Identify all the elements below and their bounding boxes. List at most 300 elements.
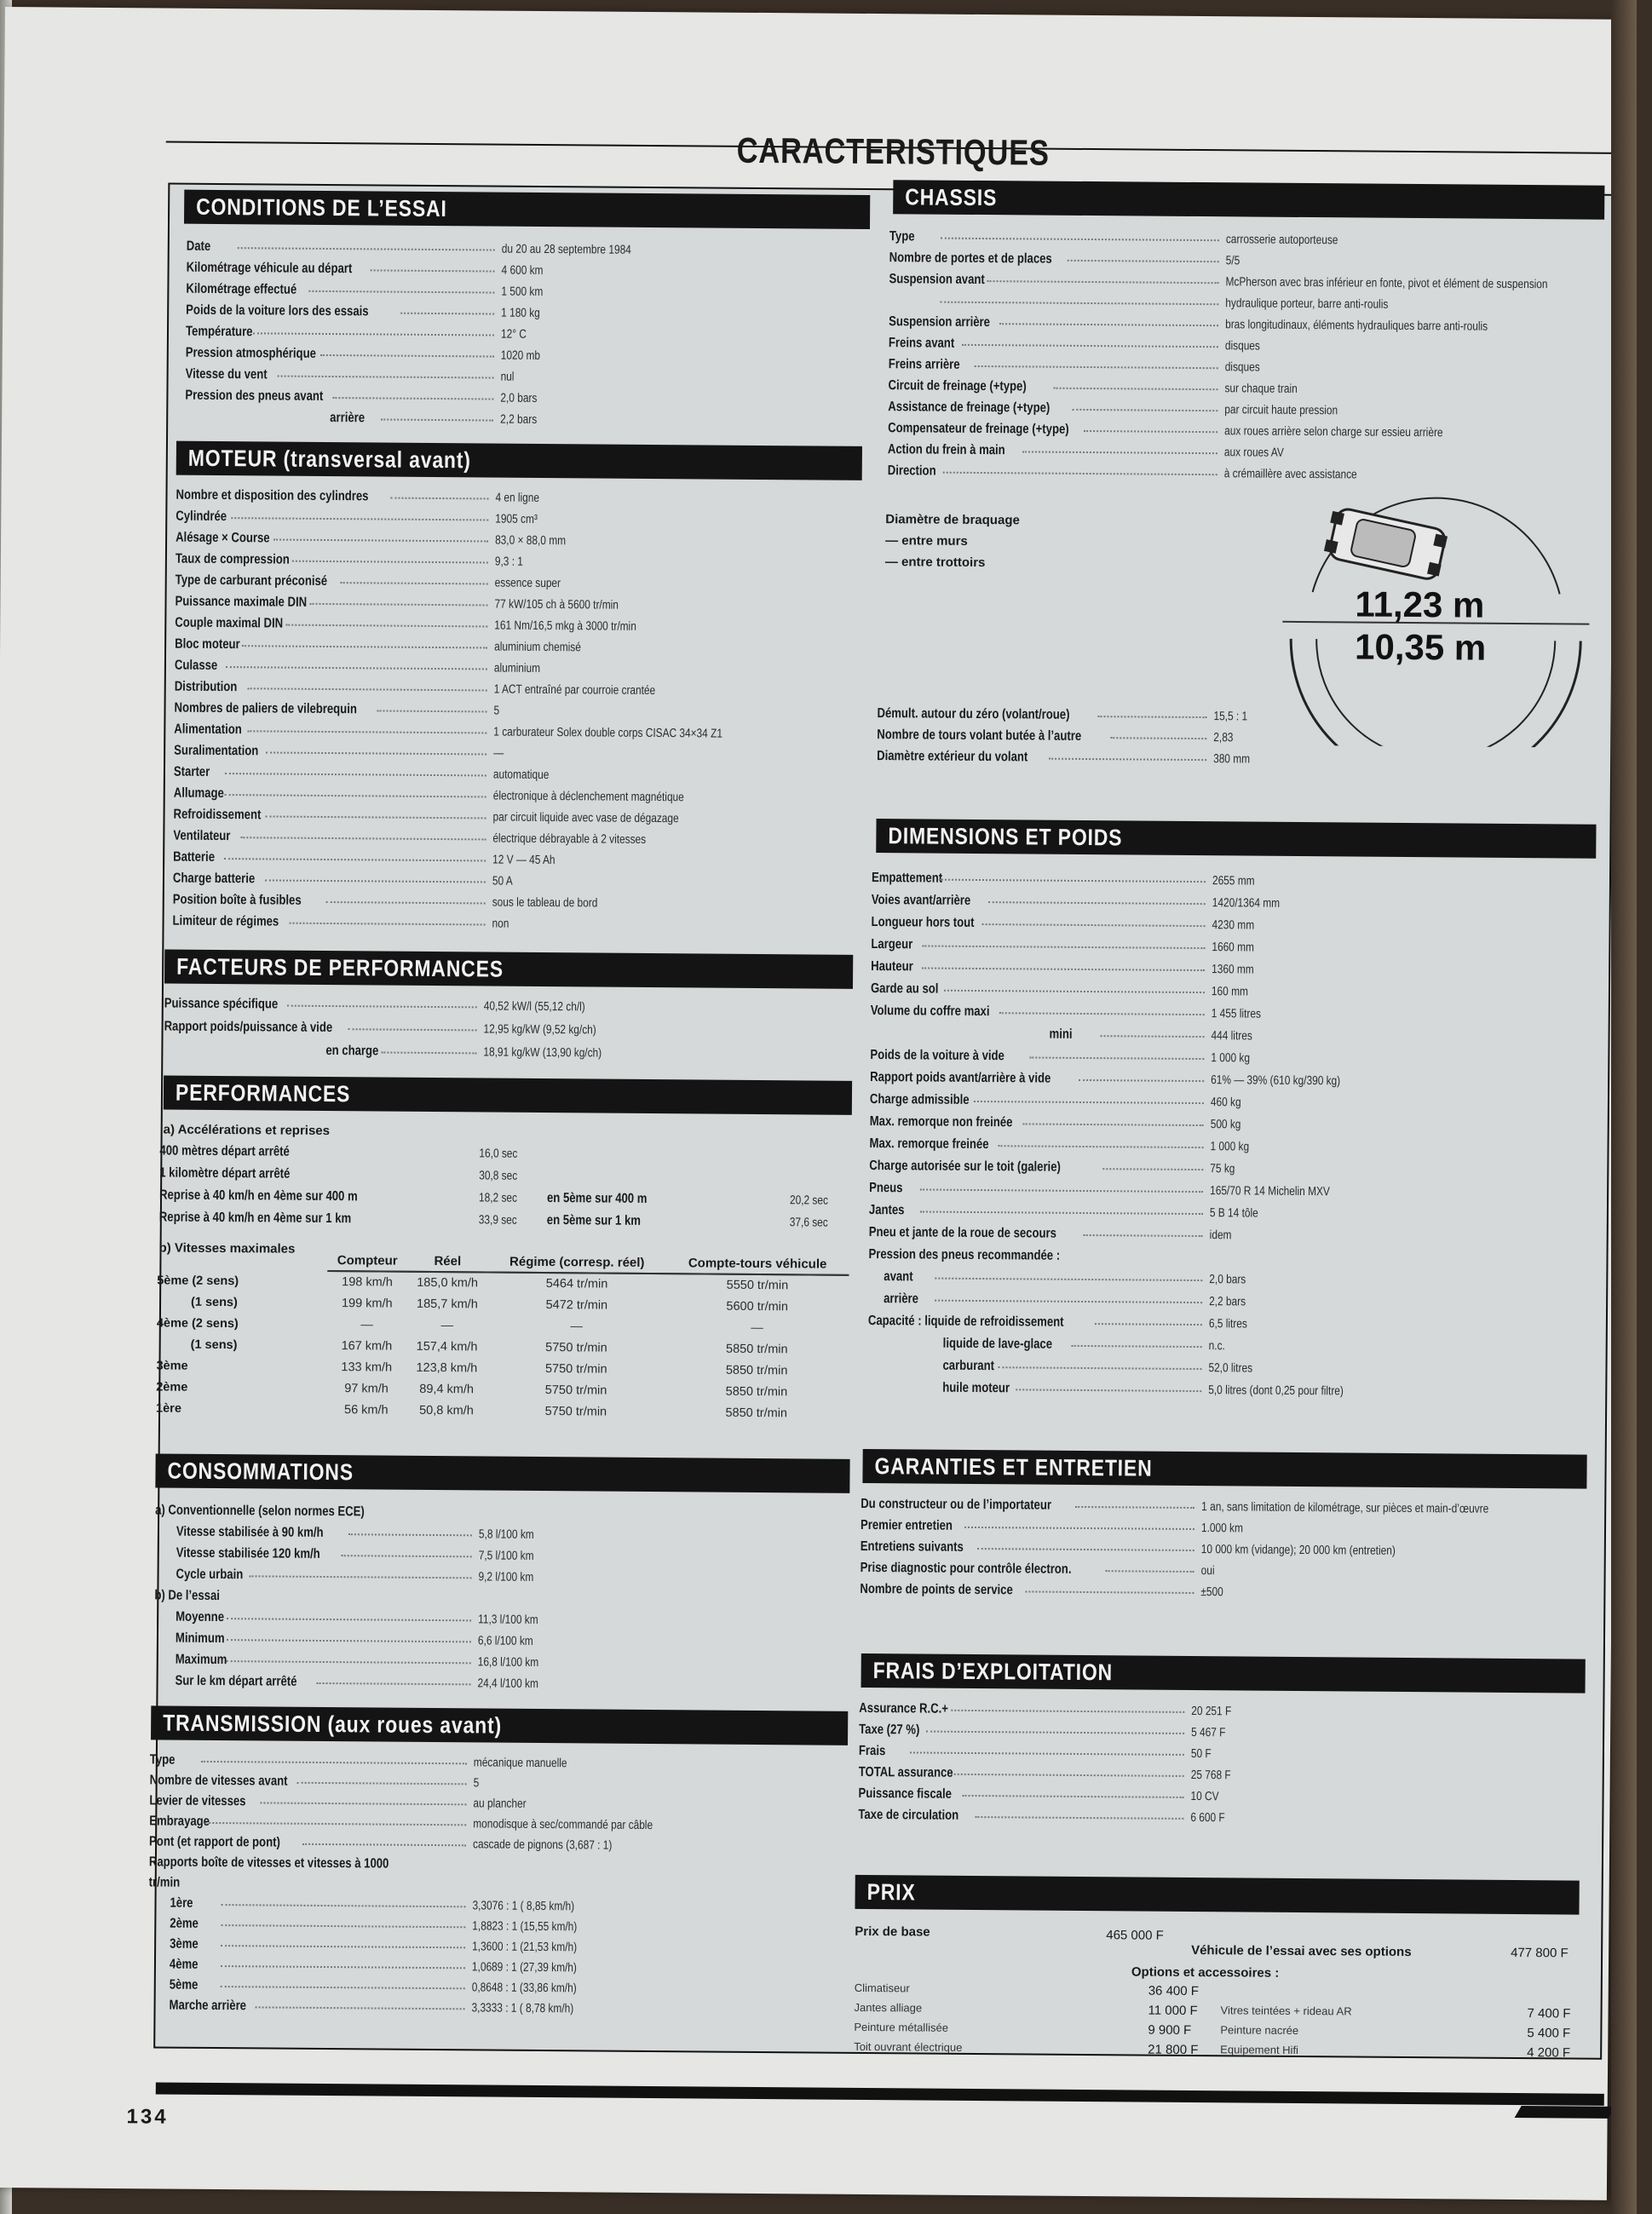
- spec-value: 18,91 kg/kW (13,90 kg/ch): [483, 1045, 602, 1061]
- dot-leader: [221, 1945, 465, 1948]
- dot-leader: [381, 1052, 476, 1055]
- spec-value: 3,3076 : 1 ( 8,85 km/h): [472, 1899, 575, 1914]
- vitesse-cell: 5550 tr/min: [726, 1278, 789, 1293]
- spec-label: Alésage × Course: [176, 530, 270, 546]
- vitesse-cell: 5850 tr/min: [725, 1406, 788, 1420]
- spec-label: Pression des pneus recommandée :: [868, 1247, 1061, 1263]
- dot-leader: [310, 603, 488, 607]
- dot-leader: [1072, 409, 1217, 411]
- rapport-label: (1 sens): [190, 1337, 238, 1352]
- section-header-garanties: GARANTIES ET ENTRETIEN: [862, 1449, 1586, 1489]
- spec-label: Nombre de tours volant butée à l’autre: [877, 727, 1082, 744]
- spec-value: du 20 au 28 septembre 1984: [501, 242, 631, 257]
- option-price: 11 000 F: [1148, 2003, 1198, 2019]
- dot-leader: [381, 418, 493, 421]
- reprise-label-5eme: en 5ème sur 1 km: [546, 1213, 642, 1228]
- spec-value: 1360 mm: [1212, 963, 1254, 977]
- dot-leader: [222, 1904, 466, 1907]
- spec-value: 12,95 kg/kW (9,52 kg/ch): [483, 1022, 596, 1038]
- dot-leader: [1102, 1168, 1203, 1170]
- dot-leader: [910, 1751, 1184, 1756]
- col-regime: Régime (corresp. réel): [488, 1252, 666, 1274]
- dot-leader: [977, 1548, 1194, 1551]
- dot-leader: [1049, 758, 1206, 761]
- reprise-label: Reprise à 40 km/h en 4ème sur 400 m: [158, 1188, 358, 1205]
- dot-leader: [964, 1527, 1194, 1530]
- spec-label: TOTAL assurance: [858, 1764, 953, 1780]
- spec-label: Assistance de freinage (+type): [888, 400, 1050, 416]
- spec-value: 2,2 bars: [500, 412, 538, 427]
- spec-label: Frais: [858, 1743, 886, 1759]
- spec-value: 1 an, sans limitation de kilométrage, sur pièces et main-d’œuvre: [1201, 1500, 1489, 1516]
- spec-label: Poids de la voiture à vide: [870, 1048, 1004, 1064]
- dot-leader: [231, 517, 488, 520]
- spec-label: Puissance maximale DIN: [175, 594, 308, 610]
- spec-value: à crémaillère avec assistance: [1223, 467, 1357, 482]
- dot-leader: [1026, 1590, 1194, 1594]
- spec-label: Rapport poids avant/arrière à vide: [870, 1070, 1051, 1086]
- spec-label: en charge: [325, 1043, 379, 1059]
- dot-leader: [935, 1300, 1202, 1303]
- section-header-chassis: CHASSIS: [893, 180, 1604, 220]
- dot-leader: [320, 354, 494, 358]
- dot-leader: [308, 290, 494, 294]
- spec-label: Bloc moteur: [175, 636, 240, 653]
- spec-label: Rapport poids/puissance à vide: [164, 1019, 333, 1036]
- spec-label: Volume du coffre maxi: [870, 1003, 990, 1020]
- spec-label: Circuit de freinage (+type): [888, 378, 1027, 394]
- dot-leader: [266, 815, 486, 819]
- braquage-trottoirs: — entre trottoirs: [884, 555, 986, 571]
- dot-leader: [920, 1188, 1203, 1193]
- dot-leader: [400, 313, 494, 315]
- option-label: Jantes alliage: [854, 2000, 923, 2015]
- vitesse-cell: 89,4 km/h: [419, 1382, 475, 1396]
- spec-label: Poids de la voiture lors des essais: [186, 302, 369, 319]
- binding-shadow: [1611, 0, 1637, 2214]
- dot-leader: [221, 1986, 465, 1989]
- dot-leader: [926, 1731, 1184, 1734]
- spec-label: Démult. autour du zéro (volant/roue): [877, 706, 1070, 722]
- spec-value: 1 carburateur Solex double corps CISAC 34×34 Z1: [493, 725, 723, 741]
- spec-value: 9,2 l/100 km: [478, 1570, 534, 1584]
- spec-value: 7,5 l/100 km: [478, 1549, 534, 1563]
- dot-leader: [988, 901, 1206, 905]
- spec-label: Jantes: [868, 1203, 905, 1218]
- dot-leader: [1098, 716, 1207, 718]
- option-price: 7 400 F: [1527, 2006, 1571, 2021]
- spec-value: sur chaque train: [1224, 382, 1298, 396]
- spec-label: Direction: [887, 463, 936, 479]
- magazine-page: [0, 7, 1624, 2200]
- spec-value: 1 455 litres: [1211, 1007, 1261, 1021]
- dot-leader: [1106, 1570, 1194, 1573]
- dot-leader: [1075, 1506, 1194, 1509]
- spec-label: Taux de compression: [175, 551, 290, 567]
- spec-value: électrique débrayable à 2 vitesses: [492, 831, 647, 847]
- dot-leader: [225, 773, 486, 776]
- spec-label: Kilométrage véhicule au départ: [186, 260, 353, 277]
- spec-value: ±500: [1200, 1585, 1223, 1600]
- spec-label: Type de carburant préconisé: [175, 572, 328, 589]
- spec-label: Entretiens suivants: [860, 1538, 964, 1555]
- spec-label: Couple maximal DIN: [175, 615, 284, 631]
- spec-value: non: [492, 917, 509, 931]
- spec-label: Levier de vitesses: [149, 1793, 246, 1809]
- dot-leader: [1054, 388, 1218, 391]
- spec-label: Puissance fiscale: [858, 1786, 953, 1802]
- spec-value: essence super: [494, 576, 561, 591]
- spec-label: Nombre de points de service: [860, 1581, 1013, 1598]
- spec-value: au plancher: [473, 1797, 527, 1811]
- vitesse-cell: 5750 tr/min: [544, 1383, 607, 1398]
- dot-leader: [260, 1802, 466, 1805]
- spec-value: 1660 mm: [1212, 940, 1255, 955]
- dot-leader: [292, 561, 488, 564]
- spec-label: Voies avant/arrière: [871, 893, 971, 908]
- spec-label: Batterie: [173, 849, 216, 865]
- vitesse-cell: 5464 tr/min: [545, 1277, 608, 1291]
- spec-label: Taxe (27 %): [859, 1722, 920, 1738]
- dot-leader: [1067, 260, 1218, 262]
- dot-leader: [226, 666, 487, 670]
- spec-label: Pression des pneus avant: [185, 388, 324, 404]
- spec-label: Du constructeur ou de l’importateur: [861, 1496, 1052, 1513]
- spec-value: 5,8 l/100 km: [478, 1527, 534, 1542]
- dot-leader: [1101, 1035, 1205, 1038]
- spec-label: Garde au sol: [870, 981, 939, 997]
- vehicule-essai-label: Véhicule de l’essai avec ses options: [1191, 1943, 1412, 1960]
- dot-leader: [975, 365, 1218, 369]
- chassis-list: [888, 227, 1605, 488]
- dot-leader: [266, 751, 486, 755]
- options-title: Options et accessoires :: [1131, 1964, 1280, 1981]
- spec-label: Pneu et jante de la roue de secours: [868, 1225, 1056, 1241]
- spec-value: 500 kg: [1210, 1118, 1241, 1132]
- spec-label: arrière: [330, 411, 366, 426]
- option-price: 9 900 F: [1148, 2022, 1192, 2039]
- dot-leader: [225, 794, 486, 797]
- braquage-murs: — entre murs: [885, 533, 968, 549]
- vitesse-cell: —: [570, 1319, 583, 1333]
- dot-leader: [390, 497, 488, 500]
- dot-leader: [1030, 1056, 1205, 1060]
- spec-value: 5/5: [1225, 254, 1240, 268]
- dot-leader: [273, 538, 488, 542]
- spec-value: hydraulique porteur, barre anti-roulis: [1225, 296, 1389, 312]
- dot-leader: [302, 1843, 466, 1847]
- vitesse-cell: 5600 tr/min: [726, 1299, 789, 1314]
- spec-value: 6 600 F: [1190, 1810, 1225, 1826]
- spec-label: Type: [149, 1752, 176, 1768]
- spec-value: 460 kg: [1210, 1095, 1241, 1110]
- option-label: Climatiseur: [854, 1981, 910, 1995]
- dot-leader: [341, 582, 488, 584]
- spec-label: Alimentation: [174, 722, 242, 738]
- spec-value: 2655 mm: [1212, 874, 1255, 888]
- spec-label: Type: [889, 229, 915, 244]
- spec-label: Freins arrière: [888, 357, 960, 372]
- facteurs-list: [164, 994, 846, 1068]
- dot-leader: [227, 1639, 471, 1642]
- spec-value: —: [493, 746, 504, 761]
- spec-label: Vitesse stabilisée 120 km/h: [176, 1545, 320, 1561]
- spec-value: 2,0 bars: [500, 391, 538, 405]
- vitesse-cell: 133 km/h: [341, 1360, 393, 1375]
- rapport-label: 5ème (2 sens): [157, 1273, 239, 1288]
- spec-value: 161 Nm/16,5 mkg à 3000 tr/min: [494, 618, 636, 634]
- spec-value: disques: [1224, 339, 1260, 354]
- spec-value: 40,52 kW/l (55,12 ch/l): [483, 999, 585, 1015]
- spec-label: Charge batterie: [172, 871, 256, 887]
- vitesse-cell: 5850 tr/min: [725, 1384, 788, 1399]
- spec-label: Taxe de circulation: [858, 1807, 959, 1823]
- spec-value: 4 en ligne: [495, 491, 540, 505]
- spec-label: Suspension avant: [889, 272, 985, 288]
- spec-label: Maximum: [175, 1652, 227, 1668]
- spec-label: Charge autorisée sur le toit (galerie): [869, 1159, 1061, 1175]
- dot-leader: [940, 302, 1218, 306]
- spec-label: Sur le km départ arrêté: [175, 1673, 297, 1689]
- dot-leader: [935, 1278, 1202, 1281]
- spec-value: carrosserie autoporteuse: [1225, 233, 1338, 248]
- spec-label: Limiteur de régimes: [172, 913, 279, 929]
- dot-leader: [999, 1145, 1204, 1148]
- spec-value: bras longitudinaux, éléments hydrauliques barre anti-roulis: [1225, 318, 1488, 334]
- section-header-consommations: CONSOMMATIONS: [155, 1453, 849, 1492]
- option-label: Vitres teintées + rideau AR: [1220, 2004, 1352, 2018]
- spec-label: Pression atmosphérique: [185, 345, 316, 361]
- spec-value: 1 180 kg: [501, 306, 540, 320]
- spec-label: Charge admissible: [869, 1092, 970, 1107]
- col-reel: Réel: [407, 1252, 488, 1273]
- spec-label: Freins avant: [888, 336, 955, 351]
- dot-leader: [1022, 451, 1217, 454]
- dot-leader: [1085, 430, 1218, 433]
- dot-leader: [326, 901, 486, 904]
- spec-label: Culasse: [174, 658, 218, 673]
- reprise-value-5eme: 20,2 sec: [789, 1193, 829, 1208]
- dot-leader: [332, 397, 493, 400]
- dot-leader: [287, 1005, 477, 1009]
- reprise-value: 18,2 sec: [478, 1191, 518, 1205]
- spec-label: huile moteur: [942, 1380, 1010, 1396]
- spec-label: Distribution: [174, 679, 238, 695]
- spec-label: Refroidissement: [173, 807, 262, 823]
- spec-value: 6,5 litres: [1208, 1317, 1247, 1331]
- page-title: CARACTERISTIQUES: [736, 129, 1050, 173]
- spec-label: Rapports boîte de vitesses et vitesses à 1000: [148, 1855, 389, 1872]
- spec-label: Diamètre extérieur du volant: [877, 749, 1028, 765]
- vitesse-cell: 123,8 km/h: [416, 1360, 478, 1375]
- spec-value: 1420/1364 mm: [1212, 896, 1281, 911]
- footer-rule: [156, 2082, 1604, 2105]
- spec-value: 1,3600 : 1 (21,53 km/h): [472, 1940, 578, 1955]
- dot-leader: [999, 1012, 1205, 1015]
- spec-value: 5: [493, 704, 500, 718]
- spec-value: 12° C: [500, 327, 527, 342]
- rapport-label: 3ème: [156, 1358, 188, 1373]
- spec-label: Moyenne: [176, 1609, 225, 1625]
- spec-label: Nombres de paliers de vilebrequin: [174, 700, 357, 717]
- spec-label: 3ème: [170, 1936, 199, 1952]
- spec-label: carburant: [942, 1358, 995, 1374]
- spec-label: 5ème: [169, 1977, 199, 1993]
- spec-value: 15,5 : 1: [1213, 710, 1248, 724]
- spec-value: nul: [500, 370, 515, 384]
- spec-label: avant: [884, 1269, 913, 1285]
- spec-label: 4ème: [169, 1957, 199, 1972]
- dot-leader: [962, 344, 1218, 348]
- vitesse-cell: 199 km/h: [341, 1296, 393, 1311]
- spec-value: 165/70 R 14 Michelin MXV: [1210, 1184, 1330, 1199]
- reprise-value: 30,8 sec: [479, 1169, 518, 1183]
- dot-leader: [316, 1682, 470, 1685]
- spec-value: 50 F: [1190, 1746, 1212, 1762]
- spec-row: [858, 1805, 1369, 1831]
- spec-label: Empattement: [871, 871, 943, 886]
- spec-label: Max. remorque non freinée: [869, 1114, 1013, 1130]
- section-header-transmission: TRANSMISSION (aux roues avant): [151, 1705, 848, 1745]
- dot-leader: [221, 1924, 465, 1928]
- footer-rule-wedge: [1515, 2106, 1615, 2119]
- reprise-value: 16,0 sec: [479, 1147, 518, 1161]
- spec-label: Suralimentation: [174, 743, 259, 759]
- car-icon: [1323, 506, 1449, 581]
- spec-label: Assurance R.C.+: [859, 1700, 949, 1717]
- option-price: 21 800 F: [1148, 2042, 1199, 2058]
- spec-value: 4230 mm: [1212, 918, 1255, 933]
- vitesse-cell: 5750 tr/min: [545, 1340, 607, 1355]
- vitesse-cell: 5750 tr/min: [544, 1361, 607, 1377]
- spec-value: 5,0 litres (dont 0,25 pour filtre): [1208, 1383, 1344, 1399]
- spec-label: 1ère: [170, 1895, 193, 1911]
- spec-label: Nombre de portes et de places: [889, 250, 1052, 267]
- spec-value: 0,8648 : 1 (33,86 km/h): [471, 1981, 577, 1996]
- dot-leader: [342, 1555, 472, 1557]
- section-header-facteurs: FACTEURS DE PERFORMANCES: [164, 950, 853, 989]
- spec-value: disques: [1224, 360, 1260, 375]
- col-compteur: Compteur: [327, 1251, 407, 1272]
- dot-leader: [944, 990, 1205, 993]
- prix-base-label: Prix de base: [855, 1924, 930, 1940]
- spec-label: Action du frein à main: [887, 442, 1005, 458]
- spec-label: Compensateur de freinage (+type): [888, 421, 1069, 437]
- dot-leader: [939, 879, 1206, 883]
- spec-value: 2,0 bars: [1209, 1273, 1246, 1287]
- spec-label: Pneus: [869, 1181, 903, 1196]
- vitesse-cell: 56 km/h: [343, 1402, 389, 1418]
- option-label: Toit ouvrant électrique: [854, 2039, 963, 2054]
- dot-leader: [987, 280, 1219, 284]
- spec-label: Ventilateur: [173, 828, 231, 844]
- spec-value: par circuit liquide avec vase de dégazage: [492, 810, 679, 826]
- spec-value: 1 000 kg: [1210, 1140, 1250, 1154]
- dot-leader: [963, 1795, 1184, 1798]
- dot-leader: [201, 1761, 467, 1764]
- option-label: Peinture nacrée: [1220, 2023, 1299, 2037]
- spec-value: automatique: [492, 768, 550, 783]
- spec-label: Température: [185, 324, 253, 340]
- spec-value: 4 600 km: [501, 263, 544, 278]
- reprise-label: 1 kilomètre départ arrêté: [159, 1165, 291, 1182]
- dot-leader: [250, 1575, 472, 1579]
- conditions-list: [185, 237, 868, 434]
- dot-leader: [265, 879, 486, 883]
- dot-leader: [248, 687, 487, 691]
- reprise-label: Reprise à 40 km/h en 4ème sur 1 km: [158, 1210, 352, 1227]
- spec-value: 160 mm: [1211, 985, 1248, 999]
- vitesse-cell: 5750 tr/min: [544, 1404, 607, 1419]
- spec-value: 5: [473, 1776, 480, 1791]
- dot-leader: [224, 858, 486, 861]
- spec-value: aluminium chemisé: [494, 640, 581, 655]
- braquage-trottoirs-value: 10,35 m: [1354, 626, 1487, 668]
- spec-value: idem: [1209, 1228, 1232, 1243]
- vitesse-cell: 97 km/h: [344, 1381, 389, 1396]
- spec-value: 2,2 bars: [1209, 1295, 1246, 1309]
- dot-leader: [920, 1211, 1203, 1215]
- spec-label: Largeur: [871, 937, 913, 952]
- spec-value: 16,8 l/100 km: [477, 1655, 539, 1670]
- dot-leader: [951, 1774, 1184, 1777]
- spec-label: Cylindrée: [176, 509, 227, 525]
- vitesse-cell: 5850 tr/min: [725, 1363, 788, 1377]
- vitesse-cell: 5472 tr/min: [545, 1297, 608, 1313]
- braquage-title: Diamètre de braquage: [885, 512, 1020, 528]
- dot-leader: [999, 323, 1218, 326]
- spec-value: 50 A: [492, 874, 513, 888]
- vitesse-cell: 50,8 km/h: [419, 1403, 474, 1418]
- dot-leader: [1079, 1079, 1204, 1082]
- spec-value: 1905 cm³: [495, 512, 538, 526]
- dot-leader: [348, 1028, 477, 1031]
- spec-value: 3,3333 : 1 ( 8,78 km/h): [471, 2001, 574, 2016]
- spec-label: Nombre de vitesses avant: [149, 1773, 288, 1789]
- dot-leader: [1110, 737, 1206, 739]
- dot-leader: [1095, 1323, 1202, 1326]
- spec-value: 2,83: [1213, 731, 1234, 745]
- spec-value: monodisque à sec/commandé par câble: [473, 1817, 653, 1833]
- dot-leader: [227, 1660, 471, 1664]
- section-header-frais: FRAIS D’EXPLOITATION: [861, 1653, 1586, 1694]
- dot-leader: [1023, 1123, 1204, 1126]
- spec-value: 77 kW/105 ch à 5600 tr/min: [494, 597, 619, 612]
- spec-label: Embrayage: [149, 1814, 210, 1829]
- vitesse-cell: 198 km/h: [342, 1275, 393, 1290]
- spec-value: n.c.: [1208, 1339, 1225, 1354]
- option-price: 5 400 F: [1527, 2026, 1571, 2041]
- dot-leader: [221, 1965, 465, 1969]
- reprise-label: 400 mètres départ arrêté: [159, 1143, 290, 1159]
- dot-leader: [242, 645, 487, 648]
- vitesse-cell: —: [360, 1317, 373, 1331]
- spec-value: 1020 mb: [500, 348, 541, 363]
- spec-value: 5 B 14 tôle: [1209, 1206, 1258, 1221]
- option-price: 4 200 F: [1527, 2045, 1571, 2061]
- dot-leader: [951, 1710, 1184, 1713]
- dot-leader: [241, 837, 486, 840]
- dot-leader: [285, 624, 487, 628]
- vitesse-cell: —: [440, 1318, 454, 1332]
- spec-value: cascade de pignons (3,687 : 1): [473, 1837, 613, 1853]
- spec-value: 9,3 : 1: [494, 555, 524, 569]
- spec-label: Vitesse du vent: [185, 366, 268, 382]
- dot-leader: [1072, 1345, 1202, 1348]
- spec-label: Hauteur: [871, 959, 913, 975]
- spec-value: 5 467 F: [1191, 1725, 1226, 1740]
- braquage-murs-value: 11,23 m: [1355, 584, 1485, 625]
